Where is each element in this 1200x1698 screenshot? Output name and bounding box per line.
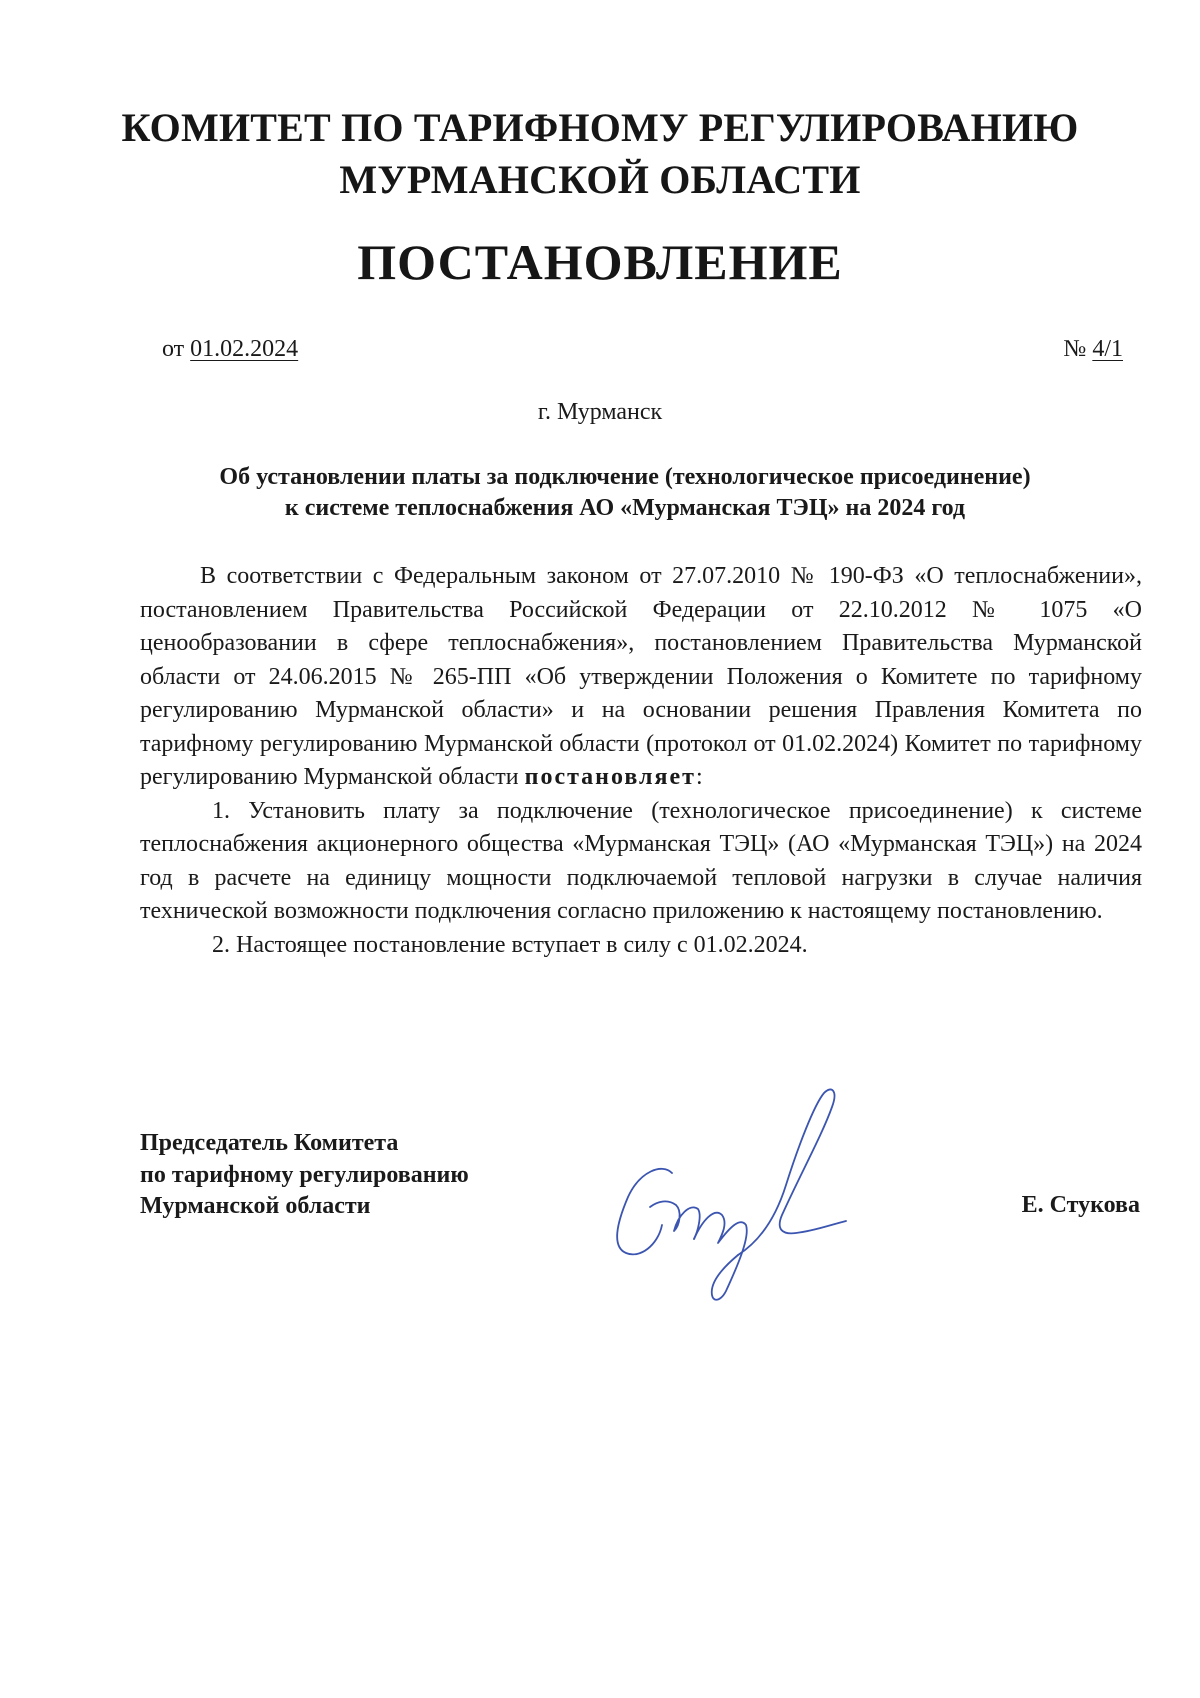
document-body bbox=[140, 560, 1142, 962]
signer-name: Е. Стукова bbox=[1021, 1192, 1140, 1218]
document-number bbox=[1063, 334, 1123, 364]
signature-stroke-4 bbox=[738, 1089, 846, 1255]
signature-strokes bbox=[617, 1089, 846, 1299]
position-line-1: Председатель Комитета bbox=[140, 1130, 399, 1156]
issuing-authority bbox=[0, 102, 1200, 206]
authority-line-2: МУРМАНСКОЙ ОБЛАСТИ bbox=[339, 157, 861, 202]
subject-line-2: к системе теплоснабжения АО «Мурманская ТЭЦ» на 2024 год bbox=[284, 495, 966, 521]
position-line-3: Мурманской области bbox=[140, 1193, 371, 1219]
signature-stroke-3 bbox=[694, 1213, 747, 1300]
resolves-word: постановляет bbox=[524, 764, 696, 790]
document-date bbox=[162, 334, 298, 364]
resolves-colon: : bbox=[695, 764, 703, 790]
authority-line-1: КОМИТЕТ ПО ТАРИФНОМУ РЕГУЛИРОВАНИЮ bbox=[121, 105, 1079, 150]
subject-line-1: Об установлении платы за подключение (технологическое присоединение) bbox=[219, 464, 1031, 490]
position-line-2: по тарифному регулированию bbox=[140, 1161, 469, 1188]
signatory-position bbox=[140, 1128, 469, 1223]
number-prefix: № bbox=[1063, 336, 1087, 362]
document-type-title: ПОСТАНОВЛЕНИЕ bbox=[357, 234, 843, 290]
date-prefix: от bbox=[162, 336, 185, 362]
document-subject bbox=[100, 462, 1150, 524]
city: г. Мурманск bbox=[537, 399, 663, 425]
preamble-paragraph bbox=[140, 560, 1142, 795]
preamble-text: В соответствии с Федеральным законом от 27.07.2010 № 190-ФЗ «О теплоснабжении», постановлением Правительства Российской Федерации от 22.10.2012 № 1075 «О ценообразовании в сфере теплоснабжения», постановлением Правительства Мурманской области от 24.06.2015 № 265-ПП «Об утверждении Положения о Комитете по тарифному регулированию Мурманской области» и на основании решения Правления Комитета по тарифному регулированию Мурманской области (протокол от 01.02.2024) Комитет по тарифному регулированию Мурманской области bbox=[140, 563, 1142, 790]
handwritten-signature bbox=[610, 1075, 870, 1305]
signature-stroke-2 bbox=[650, 1201, 700, 1239]
resolution-item-2: 2. Настоящее постановление вступает в силу с 01.02.2024. bbox=[212, 931, 808, 958]
resolution-item-1: 1. Установить плату за подключение (технологическое присоединение) к системе теплоснабжения акционерного общества «Мурманская ТЭЦ» (АО «Мурманская ТЭЦ») на 2024 год в расчете на единицу мощности подключаемой тепловой нагрузки в случае наличия технической возможности подключения согласно приложению к настоящему постановлению. bbox=[140, 797, 1142, 924]
date-value: 01.02.2024 bbox=[190, 336, 299, 362]
signature-stroke-1 bbox=[617, 1169, 672, 1255]
number-value: 4/1 bbox=[1092, 336, 1123, 362]
